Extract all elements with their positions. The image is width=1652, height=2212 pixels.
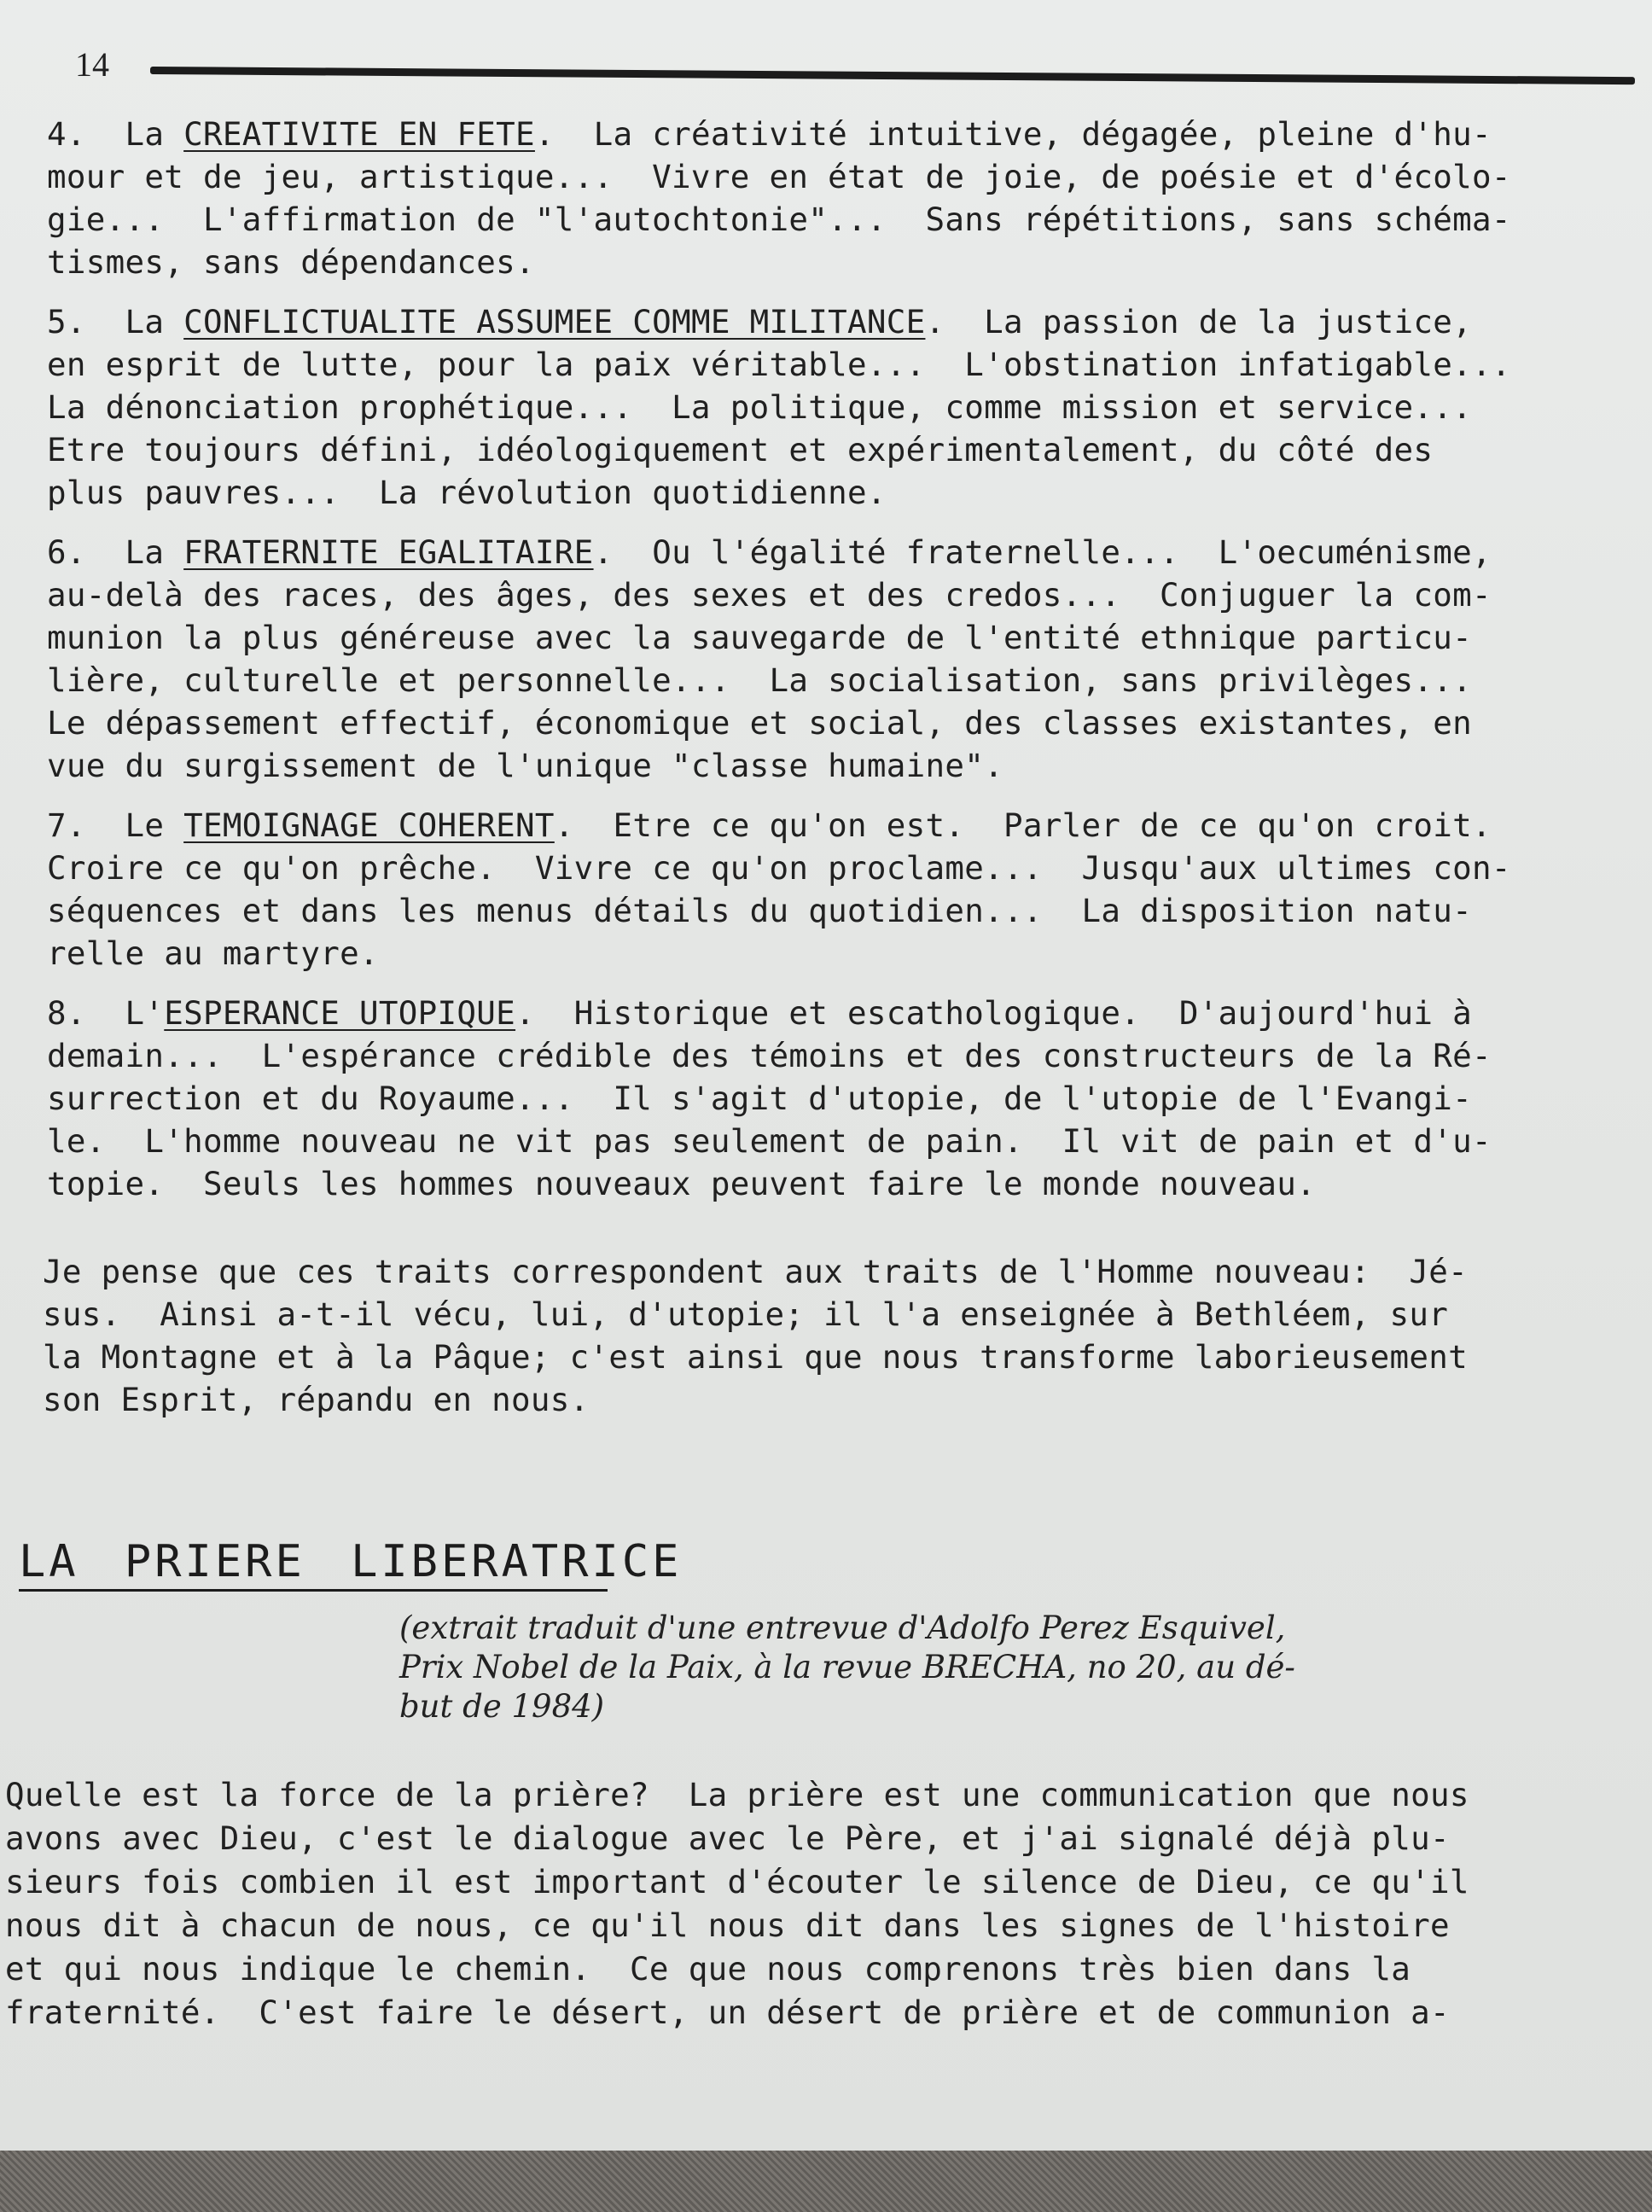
trait-item-7	[47, 804, 1626, 975]
trait-title: FRATERNITE EGALITAIRE	[183, 533, 594, 571]
source-note: (extrait traduit d'une entrevue d'Adolfo Perez Esquivel, Prix Nobel de la Paix, à la revue BRECHA, no 20, au dé- but de 1984)	[399, 1610, 1295, 1725]
trait-line: munion la plus généreuse avec la sauvegarde de l'entité ethnique particu-	[47, 619, 1473, 656]
trait-prefix: 5. La	[47, 303, 184, 341]
trait-lead: . Ou l'égalité fraternelle... L'oecuménisme,	[593, 533, 1492, 571]
trait-item-4	[47, 113, 1626, 283]
conclusion-paragraph: Je pense que ces traits correspondent aux traits de l'Homme nouveau: Jé- sus. Ainsi a-t-il vécu, lui, d'utopie; il l'a enseignée à Bethléem, sur la Montagne et à la Pâque; c'est ainsi que nous transforme laborieusement son Esprit, répandu en nous.	[43, 1253, 1469, 1418]
trait-title: TEMOIGNAGE COHERENT	[183, 806, 555, 844]
trait-line: plus pauvres... La révolution quotidienne.	[47, 474, 887, 511]
trait-line: Etre toujours défini, idéologiquement et expérimentalement, du côté des	[47, 431, 1434, 469]
trait-line: relle au martyre.	[47, 934, 379, 972]
page-number: 14	[75, 45, 109, 84]
trait-line: tismes, sans dépendances.	[47, 243, 535, 281]
trait-lead: . La créativité intuitive, dégagée, pleine d'hu-	[534, 115, 1492, 153]
trait-prefix: 8. L'	[47, 994, 165, 1032]
trait-line: La dénonciation prophétique... La politique, comme mission et service...	[47, 388, 1473, 426]
trait-title: CONFLICTUALITE ASSUMEE COMME MILITANCE	[183, 303, 926, 341]
trait-item-5	[47, 300, 1626, 514]
trait-title: ESPERANCE UTOPIQUE	[164, 994, 516, 1032]
trait-prefix: 7. Le	[47, 806, 184, 844]
trait-lead: . Etre ce qu'on est. Parler de ce qu'on croit.	[554, 806, 1492, 844]
trait-line: au-delà des races, des âges, des sexes et des credos... Conjuguer la com-	[47, 576, 1492, 614]
trait-item-6	[47, 531, 1626, 787]
trait-line: gie... L'affirmation de "l'autochtonie"... Sans répétitions, sans schéma-	[47, 201, 1511, 238]
header-rule	[150, 67, 1635, 84]
section-title: LA PRIERE LIBERATRICE	[19, 1536, 683, 1587]
trait-line: en esprit de lutte, pour la paix véritable... L'obstination infatigable...	[47, 346, 1511, 383]
section-title-underline	[19, 1589, 608, 1592]
trait-line: lière, culturelle et personnelle... La socialisation, sans privilèges...	[47, 661, 1473, 699]
trait-line: séquences et dans les menus détails du quotidien... La disposition natu-	[47, 892, 1473, 929]
trait-lead: . Historique et escathologique. D'aujourd'hui à	[515, 994, 1473, 1032]
numbered-traits-list	[47, 113, 1626, 1222]
trait-line: Le dépassement effectif, économique et social, des classes existantes, en	[47, 704, 1473, 742]
trait-line: demain... L'espérance crédible des témoins et des constructeurs de la Ré-	[47, 1037, 1492, 1074]
trait-line: Croire ce qu'on prêche. Vivre ce qu'on proclame... Jusqu'aux ultimes con-	[47, 849, 1511, 887]
trait-line: surrection et du Royaume... Il s'agit d'utopie, de l'utopie de l'Evangi-	[47, 1080, 1473, 1117]
trait-item-8	[47, 992, 1626, 1205]
background-surface	[0, 2151, 1652, 2212]
trait-prefix: 6. La	[47, 533, 184, 571]
prayer-paragraph: Quelle est la force de la prière? La prière est une communication que nous avons avec Dieu, c'est le dialogue avec le Père, et j'ai signalé déjà plu- sieurs fois combien il est important d'écouter le silence de Dieu, ce qu'il nous dit à chacun de nous, ce qu'il nous dit dans les signes de l'histoire et qui nous indique le chemin. Ce que nous comprenons très bien dans la fraternité. C'est faire le désert, un désert de prière et de communion a-	[5, 1776, 1469, 2031]
trait-line: le. L'homme nouveau ne vit pas seulement de pain. Il vit de pain et d'u-	[47, 1122, 1492, 1160]
trait-title: CREATIVITE EN FETE	[183, 115, 535, 153]
trait-line: vue du surgissement de l'unique "classe humaine".	[47, 747, 1003, 784]
trait-line: topie. Seuls les hommes nouveaux peuvent faire le monde nouveau.	[47, 1165, 1316, 1202]
trait-line: mour et de jeu, artistique... Vivre en état de joie, de poésie et d'écolo-	[47, 158, 1511, 195]
trait-lead: . La passion de la justice,	[925, 303, 1473, 341]
trait-prefix: 4. La	[47, 115, 184, 153]
